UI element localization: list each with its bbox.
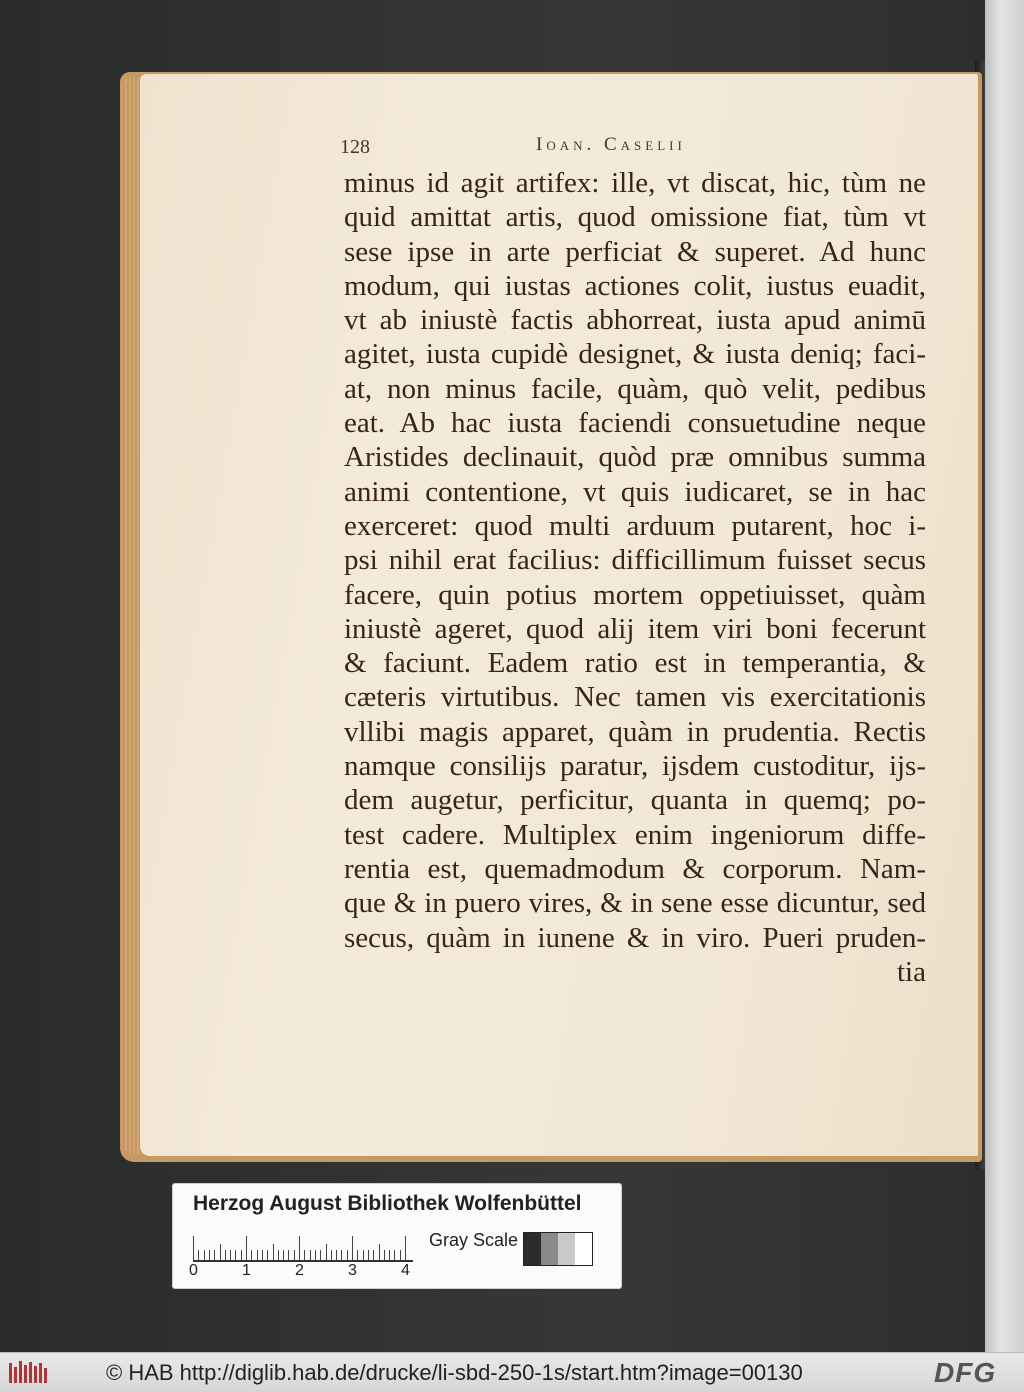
ruler-tick: [320, 1250, 321, 1260]
ruler-tick: [225, 1250, 226, 1260]
ruler-tick: [368, 1250, 369, 1260]
text-line: vt ab iniustè factis abhorreat, iusta apud animū: [344, 304, 926, 337]
text-line: cæteris virtutibus. Nec tamen vis exercitationis: [344, 681, 926, 714]
hab-bars-icon: [8, 1361, 48, 1385]
ruler-tick: [389, 1250, 390, 1260]
catchword: tia: [897, 955, 926, 988]
ruler-tick: [230, 1250, 231, 1260]
text-line: rentia est, quemadmodum & corporum. Nam-: [344, 852, 926, 885]
page-body-text: [344, 166, 926, 989]
gray-swatch: [575, 1233, 592, 1265]
ruler-tick: [363, 1250, 364, 1260]
ruler-tick: [310, 1250, 311, 1260]
text-line: Aristides declinauit, quòd præ omnibus summa: [344, 441, 926, 474]
library-color-target-label: [172, 1183, 622, 1289]
text-line: test cadere. Multiplex enim ingeniorum diffe-: [344, 818, 926, 851]
ruler-tick: [331, 1250, 332, 1260]
text-line: dem augetur, perficitur, quanta in quemq; po-: [344, 784, 926, 817]
text-line: & faciunt. Eadem ratio est in temperantia, &: [344, 647, 926, 680]
ruler-tick: [394, 1250, 395, 1260]
ruler-tick: [357, 1250, 358, 1260]
ruler-tick: [262, 1250, 263, 1260]
ruler-tick: [347, 1250, 348, 1260]
scale-ruler: [193, 1234, 413, 1262]
ruler-number: 0: [189, 1262, 198, 1279]
ruler-tick: [198, 1250, 199, 1260]
ruler-tick: [246, 1236, 247, 1260]
text-line: eat. Ab hac iusta faciendi consuetudine neque: [344, 407, 926, 440]
text-line: secus, quàm in iunene & in viro. Pueri pruden-: [344, 921, 926, 954]
page-number: 128: [340, 136, 370, 158]
ruler-tick: [299, 1236, 300, 1260]
gray-scale-swatches: [523, 1232, 593, 1266]
running-head: Ioan. Caselii: [536, 134, 686, 155]
ruler-number: 4: [401, 1262, 410, 1279]
text-line: namque consilijs paratur, ijsdem custoditur, ijs-: [344, 750, 926, 783]
adjacent-page-edge: [985, 0, 1024, 1352]
ruler-tick: [214, 1250, 215, 1260]
ruler-tick: [294, 1250, 295, 1260]
ruler-tick: [326, 1244, 327, 1260]
ruler-tick: [336, 1250, 337, 1260]
ruler-tick: [251, 1250, 252, 1260]
dfg-logo: DFG: [934, 1357, 997, 1388]
ruler-tick: [405, 1236, 406, 1260]
ruler-tick: [273, 1244, 274, 1260]
ruler-tick: [241, 1250, 242, 1260]
ruler-tick: [209, 1250, 210, 1260]
text-line: psi nihil erat facilius: difficillimum fuisset secus: [344, 544, 926, 577]
ruler-tick: [278, 1250, 279, 1260]
gray-scale-label: Gray Scale: [429, 1230, 519, 1250]
ruler-number: 2: [295, 1262, 304, 1279]
text-line: exerceret: quod multi arduum putarent, hoc i-: [344, 509, 926, 542]
ruler-tick: [257, 1250, 258, 1260]
text-line: quid amittat artis, quod omissione fiat, tùm vt: [344, 201, 926, 234]
text-line: agitet, iusta cupidè designet, & iusta deniq; faci-: [344, 338, 926, 371]
ruler-tick: [352, 1236, 353, 1260]
ruler-tick: [384, 1250, 385, 1260]
ruler-numbers: [187, 1262, 427, 1282]
ruler-tick: [315, 1250, 316, 1260]
page-header: [340, 134, 940, 164]
gray-swatch: [524, 1233, 541, 1265]
ruler-number: 3: [348, 1262, 357, 1279]
text-line: facere, quin potius mortem oppetiuisset, quàm: [344, 578, 926, 611]
source-url[interactable]: © HAB http://diglib.hab.de/drucke/li-sbd-250-1s/start.htm?image=00130: [106, 1360, 803, 1385]
ruler-tick: [373, 1250, 374, 1260]
ruler-tick: [204, 1250, 205, 1260]
text-line: animi contentione, vt quis iudicaret, se in hac: [344, 475, 926, 508]
ruler-tick: [379, 1244, 380, 1260]
text-line: iniustè ageret, quod alij item viri boni fecerunt: [344, 612, 926, 645]
text-line: at, non minus facile, quàm, quò velit, pedibus: [344, 372, 926, 405]
ruler-tick: [220, 1244, 221, 1260]
ruler-tick: [235, 1250, 236, 1260]
text-line: sese ipse in arte perficiat & superet. Ad hunc: [344, 235, 926, 268]
text-line: que & in puero vires, & in sene esse dicuntur, sed: [344, 887, 926, 920]
gray-swatch: [558, 1233, 575, 1265]
ruler-tick: [193, 1236, 194, 1260]
ruler-tick: [400, 1250, 401, 1260]
ruler-tick: [288, 1250, 289, 1260]
gray-swatch: [541, 1233, 558, 1265]
text-line: vllibi magis apparet, quàm in prudentia. Rectis: [344, 715, 926, 748]
footer-bar: [0, 1352, 1024, 1392]
ruler-tick: [267, 1250, 268, 1260]
ruler-tick: [341, 1250, 342, 1260]
text-line: modum, qui iustas actiones colit, iustus euadit,: [344, 269, 926, 302]
library-name: Herzog August Bibliothek Wolfenbüttel: [193, 1192, 582, 1215]
ruler-tick: [283, 1250, 284, 1260]
text-line: minus id agit artifex: ille, vt discat, hic, tùm ne: [344, 167, 926, 199]
ruler-number: 1: [242, 1262, 251, 1279]
ruler-tick: [304, 1250, 305, 1260]
